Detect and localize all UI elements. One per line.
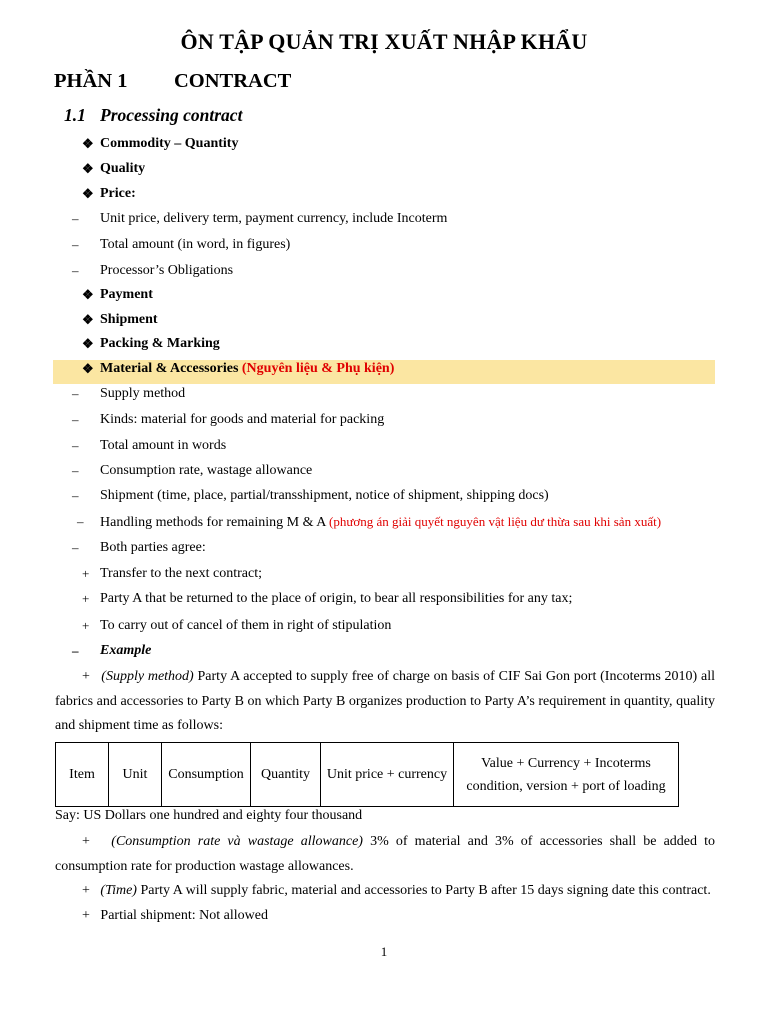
consumption-paragraph: + (Consumption rate và wastage allowance) 3% of material and 3% of accessories shall be added to consumption rate for production wastage allowances.	[55, 834, 716, 874]
dash-bullet: –	[72, 643, 79, 658]
part-name: CONTRACT	[174, 70, 292, 92]
dash-bullet: –	[72, 211, 79, 226]
plus-bullet: +	[82, 618, 90, 633]
time-line: + (Time) Party A will supply fabric, material and accessories to Party B after 15 days signing date this contract.	[82, 883, 711, 898]
table-header-cell: Unit price + currency	[321, 743, 454, 807]
dash-bullet: –	[72, 463, 79, 478]
table-row	[56, 743, 679, 807]
diamond-bullet-icon: ❖	[82, 336, 94, 351]
section-number: 1.1	[64, 105, 86, 125]
diamond-bullet-icon: ❖	[82, 186, 94, 201]
plus-bullet: +	[82, 591, 90, 606]
part-heading	[54, 70, 291, 93]
vietnamese-translation: (phương án giải quyết nguyên vật liệu dư thừa sau khi sản xuất)	[329, 514, 662, 529]
diamond-bullet-icon: ❖	[82, 136, 94, 151]
say-line: Say: US Dollars one hundred and eighty four thousand	[55, 808, 363, 823]
table-header-cell: Unit	[109, 743, 162, 807]
diamond-bullet-icon: ❖	[82, 287, 94, 302]
vietnamese-translation: (Nguyên liệu & Phụ kiện)	[241, 361, 395, 376]
section-name: Processing contract	[100, 105, 243, 125]
dash-bullet: –	[72, 412, 79, 427]
partial-shipment-line: + Partial shipment: Not allowed	[82, 908, 268, 923]
table-header-cell: Value + Currency + Incoterms condition, version + port of loading	[454, 743, 679, 807]
dash-bullet: –	[72, 438, 79, 453]
dash-bullet: –	[72, 386, 79, 401]
table-header-cell: Item	[56, 743, 109, 807]
materials-table	[55, 742, 679, 807]
diamond-bullet-icon: ❖	[82, 161, 94, 176]
dash-bullet: –	[72, 488, 79, 503]
supply-method-paragraph: + (Supply method) Party A accepted to supply free of charge on basis of CIF Sai Gon port (Incoterms 2010) all fabrics and accessories to Party B on which Party B organizes production to Party A’s requirement in quantity, quality and shipment time as follows:	[55, 669, 715, 733]
dash-bullet: –	[77, 514, 84, 529]
dash-bullet: –	[72, 540, 79, 555]
document-title: ÔN TẬP QUẢN TRỊ XUẤT NHẬP KHẨU	[180, 29, 588, 54]
table-header-cell: Consumption	[162, 743, 251, 807]
page-number: 1	[380, 944, 388, 959]
part-number: PHẦN 1	[54, 70, 128, 92]
dash-bullet: –	[72, 263, 79, 278]
plus-bullet: +	[82, 566, 90, 581]
dash-bullet: –	[72, 237, 79, 252]
section-heading	[64, 105, 242, 126]
diamond-bullet-icon: ❖	[82, 312, 94, 327]
table-header-cell: Quantity	[251, 743, 321, 807]
diamond-bullet-icon: ❖	[82, 361, 94, 376]
